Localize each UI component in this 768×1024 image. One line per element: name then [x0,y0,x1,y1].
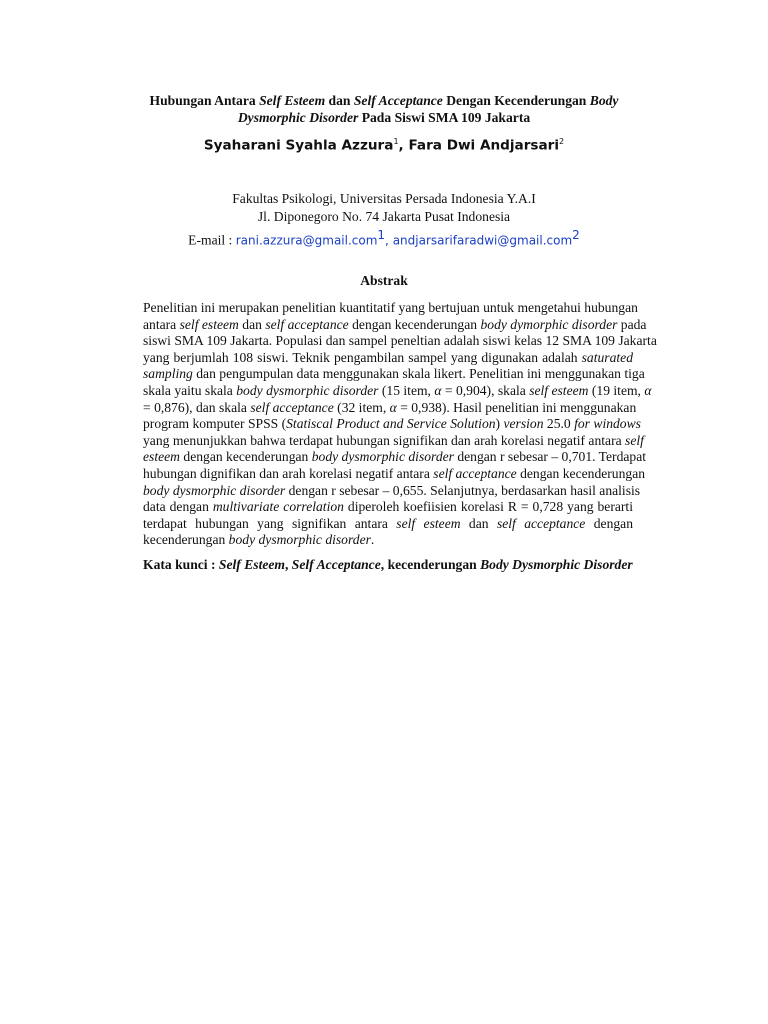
abstract-line: Penelitian ini merupakan penelitian kuantitatif yang bertujuan untuk mengetahui hubungan [143,300,638,315]
keyword: Self Esteem [218,557,285,572]
abstract-line: yang menunjukkan bahwa terdapat hubungan signifikan dan arah korelasi negatif antara self [143,432,644,448]
abstract-line: skala yaitu skala body dysmorphic disorder (15 item, α = 0,904), skala self esteem (19 item, α [143,382,652,398]
author-list: Syaharani Syahla Azzura$^1$, Fara Dwi Andjarsari$^2$ [203,137,565,154]
abstract-line: hubungan dignifikan dan arah korelasi negatif antara self acceptance dengan kecenderungan [143,465,646,481]
address-line: Jl. Diponegoro No. 74 Jakarta Pusat Indonesia [257,209,511,224]
email-link[interactable]: rani.azzura@gmail.com [235,233,378,248]
abstract-line: yang berjumlah 108 siswi. Teknik pengambilan sampel yang digunakan adalah saturated [143,349,633,365]
abstract-line: sampling dan pengumpulan data menggunakan skala likert. Penelitian ini menggunakan tiga [143,366,645,382]
email-line: E-mail : rani.azzura@gmail.com$^1$, andjarsarifaradwi@gmail.com$^2$ [188,228,580,248]
author-name: Syaharani Syahla Azzura [203,137,394,154]
abstract-line: = 0,876), dan skala self acceptance (32 item, α = 0,938). Hasil penelitian ini menggunakan [143,399,637,415]
abstract-line: program komputer SPSS (Statiscal Product and Service Solution) version 25.0 for windows [143,416,641,432]
author-name: Fara Dwi Andjarsari [408,137,560,154]
email-link[interactable]: andjarsarifaradwi@gmail.com [392,233,573,248]
affiliation-line: Fakultas Psikologi, Universitas Persada Indonesia Y.A.I [232,191,536,206]
abstract-heading: Abstrak [360,273,408,288]
abstract-line: kecenderungan body dysmorphic disorder. [143,532,375,548]
abstract-line: siswi SMA 109 Jakarta. Populasi dan sampel peneltian adalah siswi kelas 12 SMA 109 Jakarta [143,333,657,349]
abstract-line: esteem dengan kecenderungan body dysmorphic disorder dengan r sebesar – 0,701. Terdapat [143,449,647,465]
abstract-line: body dysmorphic disorder dengan r sebesar – 0,655. Selanjutnya, berdasarkan hasil analisis [143,482,641,498]
keyword: Body Dysmorphic Disorder [480,557,633,572]
keywords: Kata kunci : Self Esteem, Self Acceptance, kecenderungan Body Dysmorphic Disorder [143,557,633,572]
keyword: Self Acceptance [291,557,381,572]
abstract-line: terdapat hubungan yang signifikan antara self esteem dan self acceptance dengan [143,515,633,531]
abstract-line: antara self esteem dan self acceptance dengan kecenderungan body dymorphic disorder pada [143,316,647,332]
paper-title: Hubungan Antara Self Esteem dan Self Acceptance Dengan Kecenderungan Body Dysmorphic Disorder Pada Siswi SMA 109 Jakarta [149,93,619,125]
abstract-body [143,300,657,549]
keywords-label: Kata kunci : [143,557,219,572]
abstract-line: data dengan multivariate correlation diperoleh koefiisien korelasi R = 0,728 yang berarti [143,499,633,515]
affiliation-block [100,190,668,250]
